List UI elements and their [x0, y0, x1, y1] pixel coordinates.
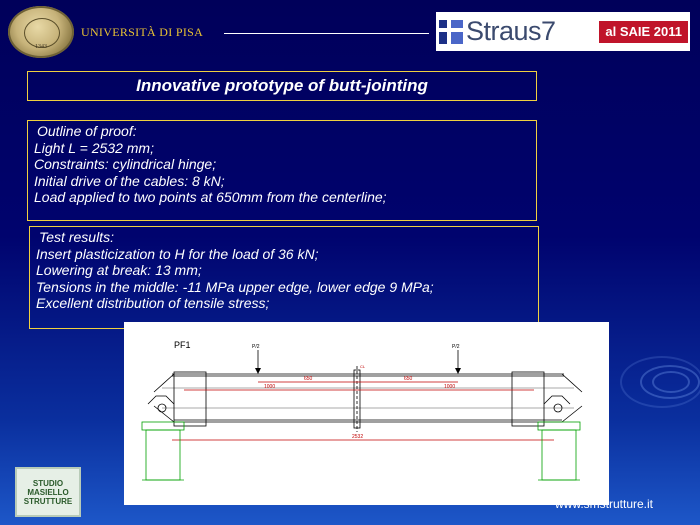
results-box [29, 226, 539, 329]
slide-title: Innovative prototype of butt-jointing [136, 76, 428, 95]
load-arrow-left [252, 344, 261, 374]
logo-badge: al SAIE 2011 [599, 21, 688, 43]
load-label-left: P/2 [252, 344, 260, 350]
studio-line: MASIELLO [27, 487, 69, 497]
outline-line: Constraints: cylindrical hinge; [34, 156, 217, 173]
results-line: Insert plasticization to H for the load of 36 kN; [36, 245, 319, 262]
dim-650-left: 650 [304, 376, 313, 382]
outline-line: Initial drive of the cables: 8 kN; [34, 172, 225, 189]
studio-line: STUDIO [32, 478, 64, 488]
dim-1000-left: 1000 [264, 384, 276, 390]
drawing-label: PF1 [174, 340, 191, 350]
straus7-logo [436, 12, 690, 51]
ripple-ring-icon [620, 356, 700, 408]
seal-year: 1343 [35, 44, 47, 50]
university-name: UNIVERSITÀ DI PISA [81, 25, 204, 39]
dim-650-right: 650 [404, 376, 413, 382]
dim-total: 2532 [352, 434, 364, 440]
centerline-label: CL [360, 364, 366, 369]
technical-drawing [124, 322, 609, 505]
outline-heading: Outline of proof: [37, 123, 137, 139]
load-label-right: P/2 [452, 344, 460, 350]
slide-title-box [27, 71, 537, 101]
results-heading: Test results: [39, 229, 114, 245]
support-left [142, 396, 184, 480]
outline-line: Load applied to two points at 650mm from the centerline; [34, 189, 387, 206]
dim-1000-right: 1000 [444, 384, 456, 390]
outline-box [27, 120, 537, 221]
website-link[interactable]: www.smstrutture.it [555, 497, 654, 511]
load-arrow-right [452, 344, 461, 374]
results-line: Tensions in the middle: -11 MPa upper edge, lower edge 9 MPa; [36, 278, 434, 295]
studio-line: STRUTTURE [23, 496, 73, 506]
beam-diagram [124, 322, 609, 505]
dimension-lines [172, 364, 554, 440]
studio-logo [15, 467, 81, 517]
outline-line: Light L = 2532 mm; [34, 139, 154, 156]
logo-name: Straus7 [466, 16, 556, 46]
university-seal [8, 6, 74, 58]
beam [154, 366, 582, 432]
straus7-mark-icon [439, 20, 463, 44]
results-line: Excellent distribution of tensile stress; [36, 295, 270, 312]
results-line: Lowering at break: 13 mm; [36, 262, 202, 279]
header-divider [224, 33, 429, 34]
